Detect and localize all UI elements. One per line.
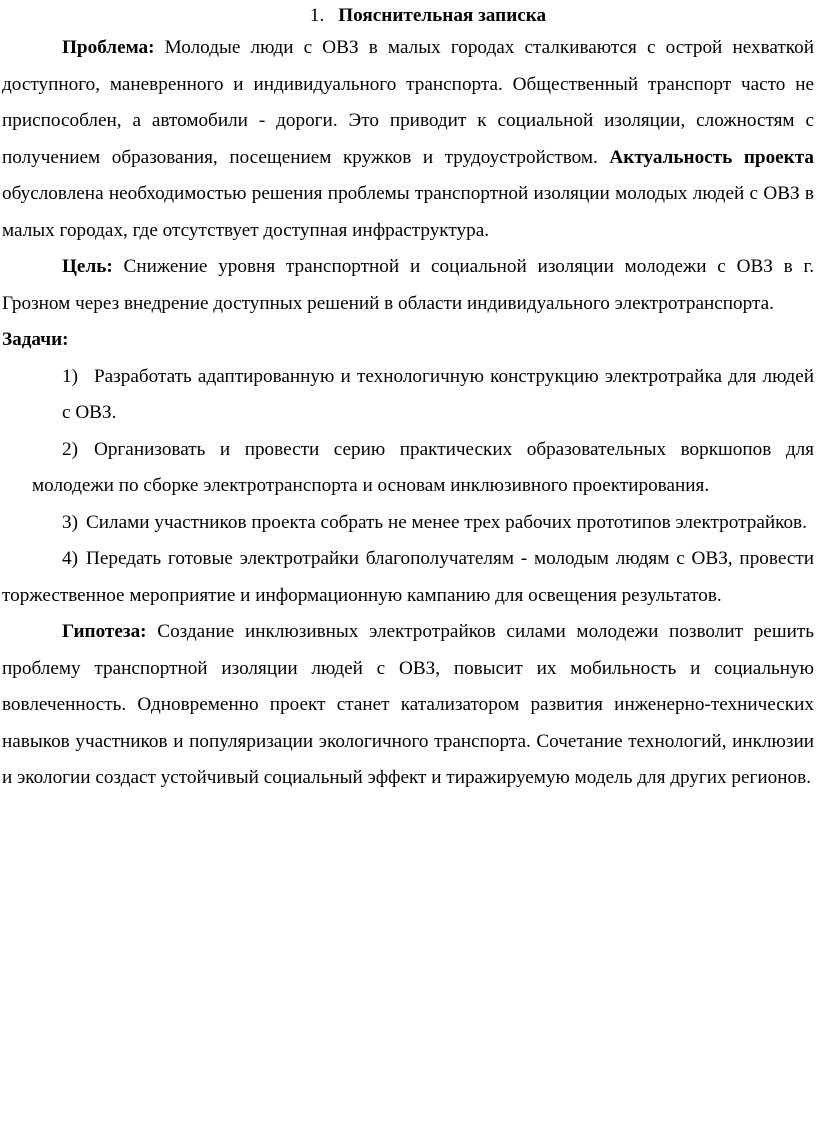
task-text: Разработать адаптированную и технологичную конструкцию электротрайка для людей с ОВЗ. [62, 365, 814, 423]
task-number: 1) [62, 365, 78, 387]
hypothesis-paragraph [2, 614, 814, 797]
task-text: Силами участников проекта собрать не менее трех рабочих прототипов электротрайков. [85, 511, 807, 533]
task-item-3 [2, 505, 814, 542]
task-number: 3) [62, 511, 78, 533]
goal-paragraph [2, 249, 814, 322]
goal-label: Цель: [62, 256, 113, 277]
task-text: Передать готовые электротрайки благополучателям - молодым людям с ОВЗ, провести торжественное мероприятие и информационную кампанию для освещения результатов. [2, 548, 814, 606]
hypothesis-label: Гипотеза: [62, 621, 147, 642]
problem-paragraph [2, 30, 814, 249]
section-heading [2, 2, 814, 30]
hypothesis-text: Создание инклюзивных электротрайков силами молодежи позволит решить проблему транспортной изоляции людей с ОВЗ, повысит их мобильность и социальную вовлеченность. Одновременно проект станет катализатором развития инженерно-технических навыков участников и популяризации экологичного транспорта. Сочетание технологий, инклюзии и экологии создаст устойчивый социальный эффект и тиражируемую модель для других регионов. [2, 621, 814, 788]
relevance-text: обусловлена необходимостью решения проблемы транспортной изоляции молодых людей с ОВЗ в малых городах, где отсутствует доступная инфраструктура. [2, 183, 814, 241]
relevance-label: Актуальность проекта [609, 146, 814, 168]
task-item-2 [2, 432, 814, 505]
task-text: Организовать и провести серию практических образовательных воркшопов для молодежи по сборке электротранспорта и основам инклюзивного проектирования. [32, 438, 814, 496]
heading-number: 1. [309, 5, 325, 26]
tasks-heading [2, 322, 814, 359]
tasks-label: Задачи: [2, 329, 69, 350]
task-item-4 [2, 541, 814, 614]
problem-label: Проблема: [62, 37, 155, 58]
heading-title: Пояснительная записка [338, 5, 547, 26]
problem-text: Молодые люди с ОВЗ в малых городах сталкиваются с острой нехваткой доступного, маневренного и индивидуального транспорта. Общественный транспорт часто не приспособлен, а автомобили - дороги. Это приводит к социальной изоляции, сложностям с получением образования, посещением кружков и трудоустройством. [2, 37, 814, 168]
task-number: 2) [62, 438, 78, 460]
task-item-1 [2, 359, 814, 432]
task-number: 4) [62, 548, 78, 569]
goal-text: Снижение уровня транспортной и социальной изоляции молодежи с ОВЗ в г. Грозном через внедрение доступных решений в области индивидуального электротранспорта. [2, 256, 814, 314]
